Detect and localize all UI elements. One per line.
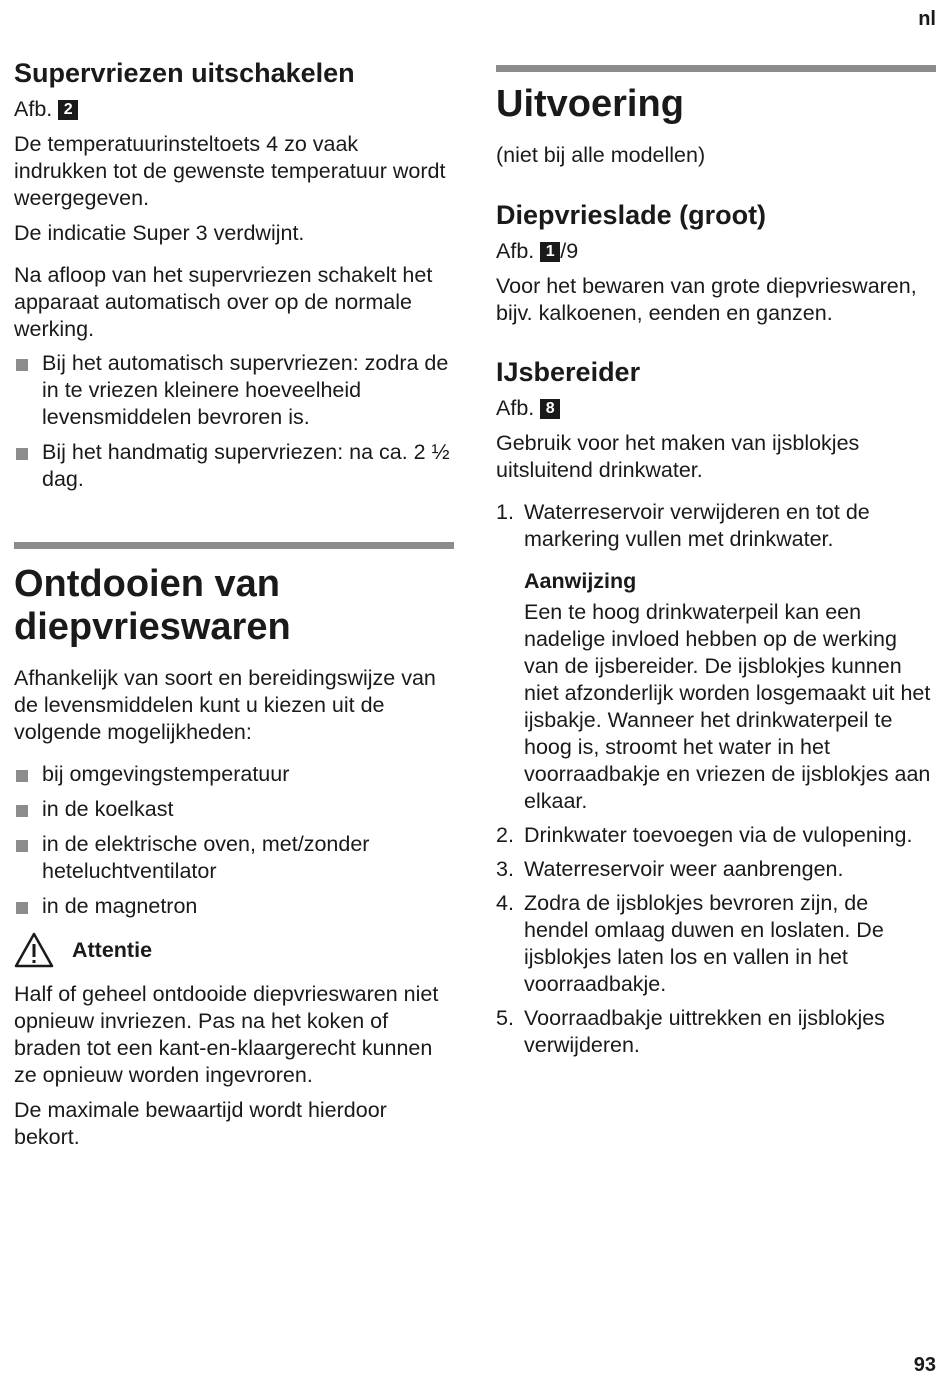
list-item: 4. Zodra de ijsblokjes bevroren zijn, de hendel omlaag duwen en loslaten. De ijsblokjes laten los en vallen in het voorraadbakje. [496,891,884,996]
list-item: in de koelkast [14,796,454,823]
bullet-square-icon [16,840,28,852]
section-divider [496,65,936,72]
list-item: 5. Voorraadbakje uittrekken en ijsblokjes verwijderen. [496,1006,885,1057]
bullet-list [14,350,454,493]
bullet-list [14,761,454,920]
paragraph: De temperatuurinsteltoets 4 zo vaak indrukken tot de gewenste temperatuur wordt weergegeven. [14,132,446,210]
paragraph: Na afloop van het supervriezen schakelt het apparaat automatisch over op de normale werking. [14,263,433,341]
section-divider [14,542,454,549]
paragraph: De indicatie Super 3 verdwijnt. [14,221,305,245]
page-number: 93 [913,1354,936,1376]
section-title-ontdooien: Ontdooien van diepvrieswaren [14,563,291,648]
list-item: 1. Waterreservoir verwijderen en tot de markering vullen met drinkwater. Aanwijzing Een te hoog drinkwaterpeil kan een nadelige invloed hebben op de werking van de ijsbereider. De ijsblokjes kunnen niet afzonderlijk worden losgemaakt uit het ijsbakje. Wanneer het drinkwaterpeil te hoog is, stroomt het water in het voorraadbakje en vriezen de ijsblokjes aan elkaar. [496,499,936,815]
right-column [496,0,936,1059]
figure-reference [496,238,936,265]
list-item: 3. Waterreservoir weer aanbrengen. [496,857,844,881]
list-item: Bij het automatisch supervriezen: zodra de in te vriezen kleinere hoeveelheid levensmiddelen bevroren is. [14,350,454,431]
bullet-square-icon [16,902,28,914]
list-item: 2. Drinkwater toevoegen via de vulopening. [496,823,913,847]
section-title-ijsbereider: IJsbereider [496,357,641,387]
section-title-diepvrieslade: Diepvrieslade (groot) [496,200,767,230]
paragraph: Afhankelijk van soort en bereidingswijze van de levensmiddelen kunt u kiezen uit de volgende mogelijkheden: [14,666,436,744]
list-item: in de magnetron [14,893,454,920]
figure-item-number: /9 [560,239,579,263]
section-title-supervriezen-uitschakelen: Supervriezen uitschakelen [14,58,355,88]
attention-heading [14,932,454,968]
warning-triangle-icon [14,932,54,968]
subtitle: (niet bij alle modellen) [496,143,706,167]
figure-reference [496,395,936,422]
bullet-square-icon [16,770,28,782]
warning-paragraph: De maximale bewaartijd wordt hierdoor bekort. [14,1098,387,1149]
note-text: Een te hoog drinkwaterpeil kan een nadelige invloed hebben op de werking van de ijsbereider. De ijsblokjes kunnen niet afzonderlijk worden losgemaakt uit het ijsbakje. Wanneer het drinkwaterpeil te hoog is, stroomt het water in het voorraadbakje en vriezen de ijsblokjes aan elkaar. [524,600,931,813]
note-title: Aanwijzing [524,569,637,593]
bullet-square-icon [16,359,28,371]
figure-label: Afb. [496,239,535,263]
warning-paragraph: Half of geheel ontdooide diepvrieswaren niet opnieuw invriezen. Pas na het koken of braden tot een kant-en-klaargerecht kunnen ze opnieuw worden ingevroren. [14,982,439,1087]
language-code: nl [918,8,936,30]
attention-label: Attentie [72,937,153,962]
list-item: bij omgevingstemperatuur [14,761,454,788]
bullet-square-icon [16,805,28,817]
numbered-steps [496,499,936,1059]
figure-number-box: 8 [540,399,560,419]
bullet-square-icon [16,448,28,460]
figure-number-box: 1 [540,242,560,262]
figure-label: Afb. [496,396,535,420]
section-title-uitvoering: Uitvoering [496,83,684,125]
list-item: in de elektrische oven, met/zonder heteluchtventilator [14,831,454,885]
paragraph: Voor het bewaren van grote diepvrieswaren, bijv. kalkoenen, eenden en ganzen. [496,274,917,325]
list-item: Bij het handmatig supervriezen: na ca. 2 ½ dag. [14,439,454,493]
figure-label: Afb. [14,97,53,121]
figure-number-box: 2 [58,100,78,120]
figure-reference [14,96,454,123]
left-column [14,0,454,1151]
paragraph: Gebruik voor het maken van ijsblokjes uitsluitend drinkwater. [496,431,860,482]
